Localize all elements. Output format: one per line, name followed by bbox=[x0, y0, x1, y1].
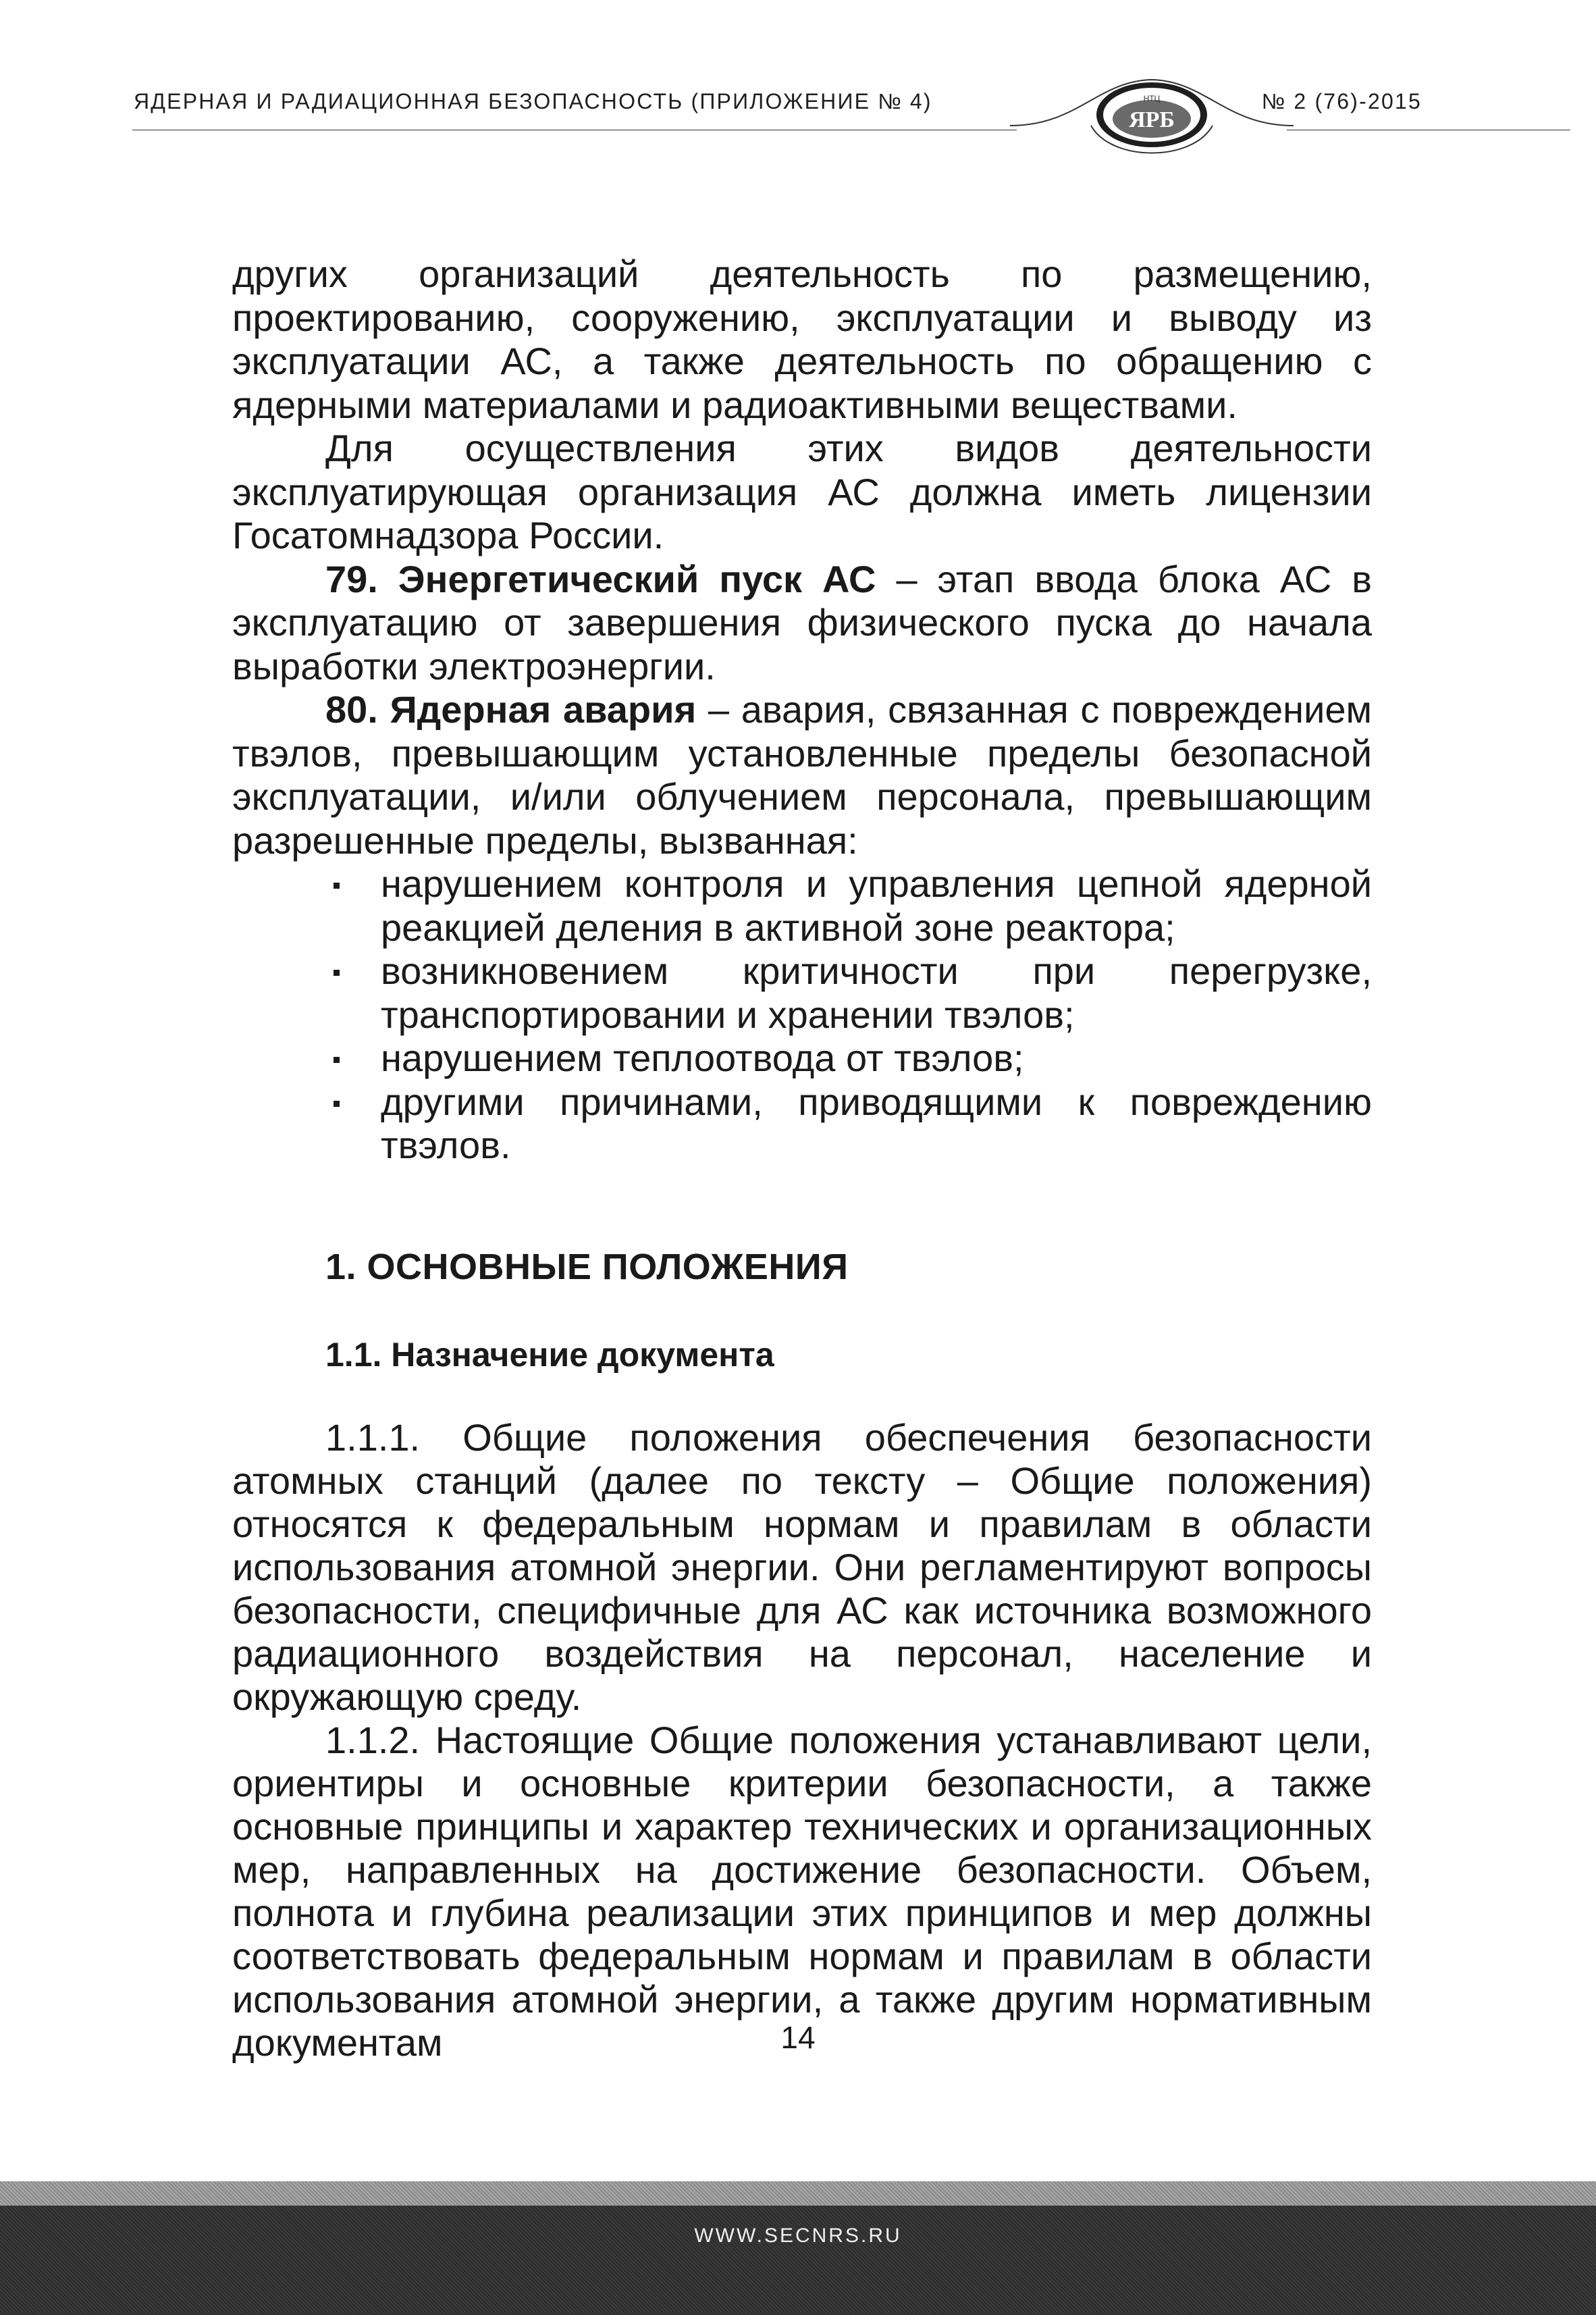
causes-list bbox=[232, 862, 1372, 1168]
subsection-heading: 1.1. Назначение документа bbox=[325, 1336, 774, 1374]
section-heading: 1. ОСНОВНЫЕ ПОЛОЖЕНИЯ bbox=[325, 1247, 849, 1287]
term-80: 80. Ядерная авария bbox=[325, 688, 697, 731]
page-footer bbox=[0, 2181, 1596, 2315]
section-body bbox=[232, 1416, 1372, 2064]
body-text bbox=[232, 253, 1372, 1168]
list-item: возникновением критичности при перегрузке, транспортировании и хранении твэлов; bbox=[232, 950, 1372, 1037]
page-header bbox=[132, 80, 1442, 161]
bullet-icon bbox=[334, 1101, 340, 1107]
definition-80-text: – авария, связанная с повреждением твэлов, превышающим установленные пределы безопасной эксплуатации, и/или облучением персонала, превышающим разрешенные пределы, вызванная: bbox=[232, 688, 1372, 862]
list-item: нарушением контроля и управления цепной ядерной реакцией деления в активной зоне реактора; bbox=[232, 862, 1372, 950]
definition-80 bbox=[232, 688, 1372, 862]
logo-small-text: НТЦ bbox=[1143, 94, 1161, 103]
journal-title: ЯДЕРНАЯ И РАДИАЦИОННАЯ БЕЗОПАСНОСТЬ (ПРИЛОЖЕНИЕ № 4) bbox=[134, 89, 932, 113]
clause-1-1-1: 1.1.1. Общие положения обеспечения безопасности атомных станций (далее по тексту – Общие положения) относятся к федеральным нормам и правилам в области использования атомной энергии. Они регламентируют вопросы безопасности, специфичные для АС как источника возможного радиационного воздействия на персонал, население и окружающую среду. bbox=[232, 1416, 1372, 1718]
footer-url: WWW.SECNRS.RU bbox=[694, 2225, 902, 2247]
issue-number: № 2 (76)-2015 bbox=[1261, 89, 1422, 113]
list-item: другими причинами, приводящими к повреждению твэлов. bbox=[232, 1081, 1372, 1168]
bullet-icon bbox=[334, 970, 340, 976]
paragraph-continuation: других организаций деятельность по размещению, проектированию, сооружению, эксплуатации и выводу из эксплуатации АС, а также деятельность по обращению с ядерными материалами и радиоактивными веществами. bbox=[232, 253, 1372, 426]
journal-logo bbox=[996, 74, 1307, 169]
clause-1-1-2: 1.1.2. Настоящие Общие положения устанавливают цели, ориентиры и основные критерии безопасности, а также основные принципы и характер технических и организационных мер, направленных на достижение безопасности. Объем, полнота и глубина реализации этих принципов и мер должны соответствовать федеральным нормам и правилам в области использования атомной энергии, а также другим нормативным документам bbox=[232, 1719, 1372, 2064]
definition-79 bbox=[232, 558, 1372, 689]
bullet-icon bbox=[334, 1057, 340, 1063]
paragraph-licenses: Для осуществления этих видов деятельности эксплуатирующая организация АС должна иметь лицензии Госатомнадзора России. bbox=[232, 427, 1372, 556]
logo-text: ЯРБ bbox=[1129, 107, 1175, 132]
list-item: нарушением теплоотвода от твэлов; bbox=[232, 1037, 1372, 1081]
term-79: 79. Энергетический пуск АС bbox=[325, 557, 876, 600]
page-number: 14 bbox=[780, 2020, 816, 2055]
definition-79-text: – этап ввода блока АС в эксплуатацию от завершения физического пуска до начала выработки электроэнергии. bbox=[232, 557, 1372, 687]
bullet-icon bbox=[334, 883, 340, 889]
footer-band bbox=[0, 2181, 1596, 2206]
